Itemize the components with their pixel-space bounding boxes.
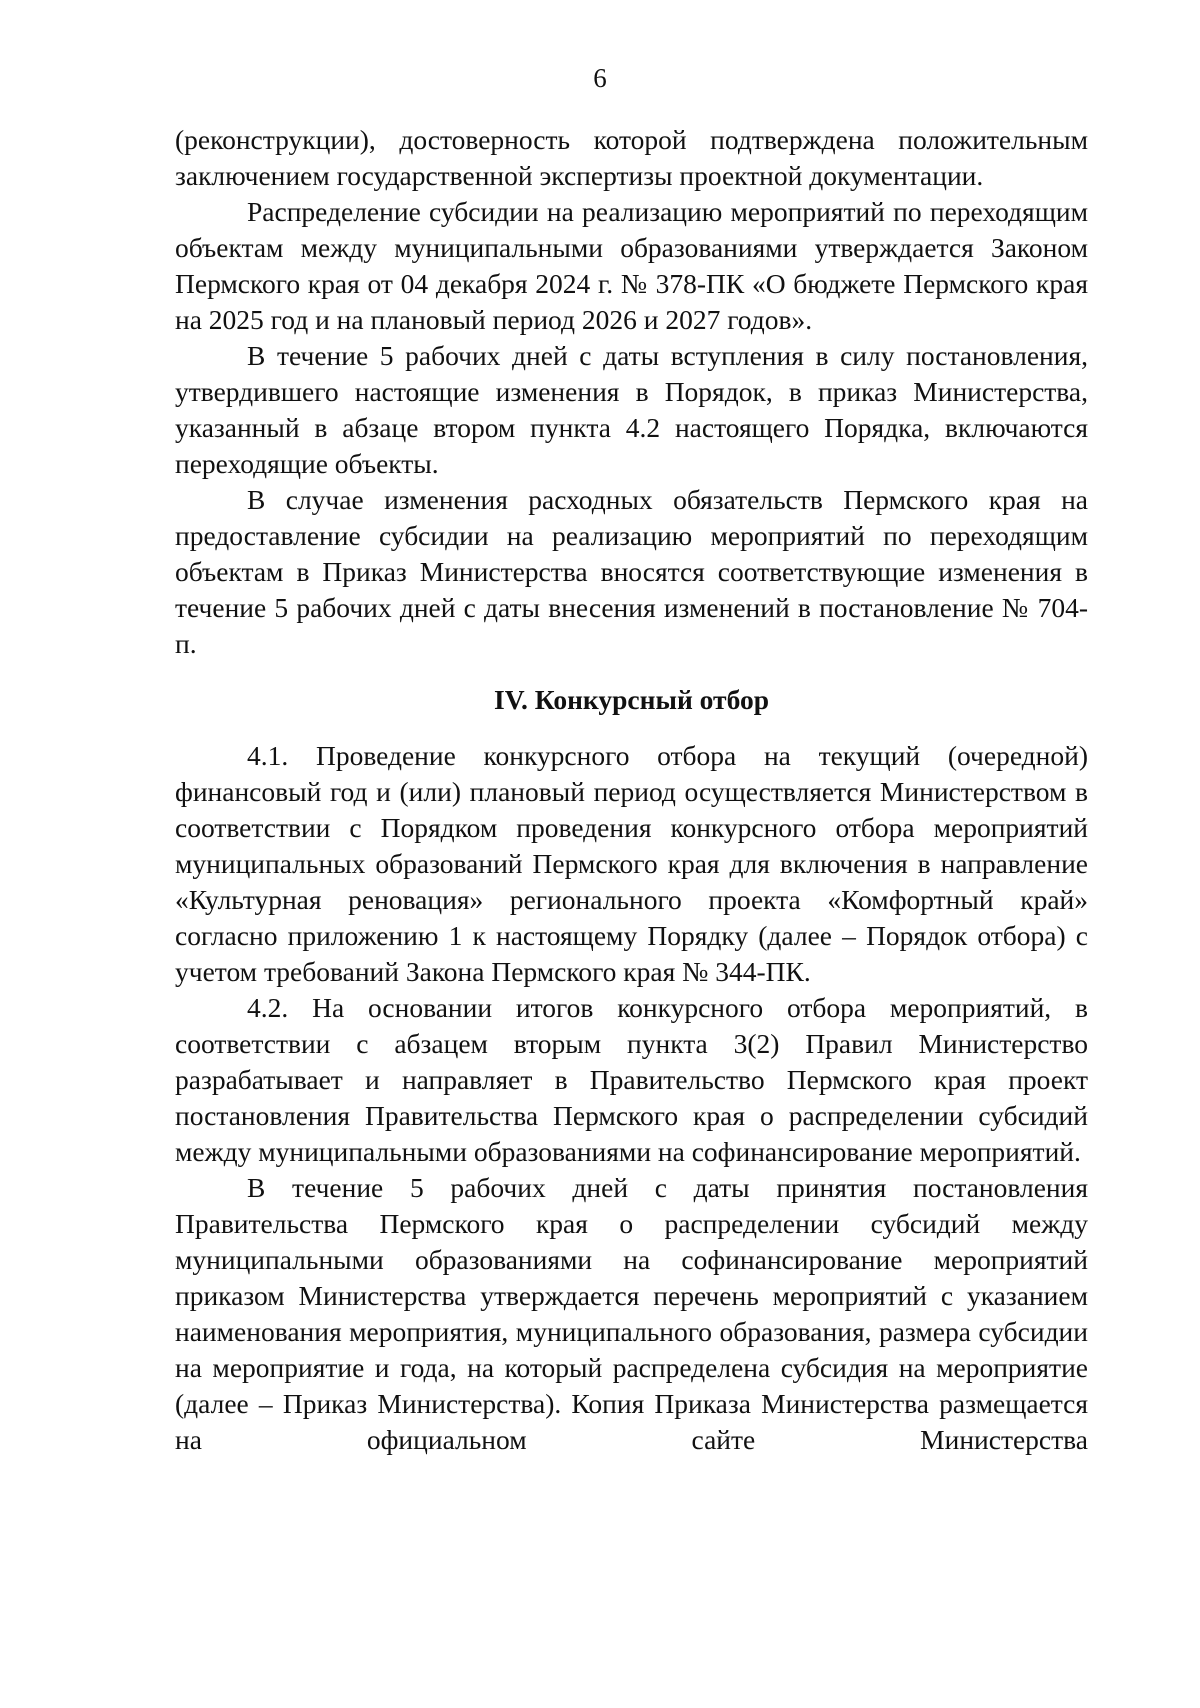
page-number: 6	[593, 63, 607, 93]
paragraph-4-1: 4.1. Проведение конкурсного отбора на текущий (очередной) финансовый год и (или) плановый период осуществляется Министерством в соответствии с Порядком проведения конкурсного отбора мероприятий муниципальных образований Пермского края для включения в направление «Культурная реновация» регионального проекта «Комфортный край» согласно приложению 1 к настоящему Порядку (далее – Порядок отбора) с учетом требований Закона Пермского края № 344-ПК.	[175, 740, 1088, 987]
section-heading: IV. Конкурсный отбор	[494, 684, 769, 715]
paragraph-five-days: В течение 5 рабочих дней с даты вступления в силу постановления, утвердившего настоящие изменения в Порядок, в приказ Министерства, указанный в абзаце втором пункта 4.2 настоящего Порядка, включаются переходящие объекты.	[175, 340, 1088, 479]
paragraph-obligations-change: В случае изменения расходных обязательств Пермского края на предоставление субсидии на реализацию мероприятий по переходящим объектам в Приказ Министерства вносятся соответствующие изменения в течение 5 рабочих дней с даты внесения изменений в постановление № 704-п.	[175, 484, 1088, 659]
document-body	[175, 122, 1088, 1458]
paragraph-continuation: (реконструкции), достоверность которой подтверждена положительным заключением государственной экспертизы проектной документации.	[175, 124, 1088, 191]
paragraph-distribution: Распределение субсидии на реализацию мероприятий по переходящим объектам между муниципальными образованиями утверждается Законом Пермского края от 04 декабря 2024 г. № 378-ПК «О бюджете Пермского края на 2025 год и на плановый период 2026 и 2027 годов».	[175, 196, 1088, 335]
paragraph-4-2: 4.2. На основании итогов конкурсного отбора мероприятий, в соответствии с абзацем вторым пункта 3(2) Правил Министерство разрабатывает и направляет в Правительство Пермского края проект постановления Правительства Пермского края о распределении субсидий между муниципальными образованиями на софинансирование мероприятий.	[175, 992, 1088, 1167]
paragraph-order-list: В течение 5 рабочих дней с даты принятия постановления Правительства Пермского края о распределении субсидий между муниципальными образованиями на софинансирование мероприятий приказом Министерства утверждается перечень мероприятий с указанием наименования мероприятия, муниципального образования, размера субсидии на мероприятие и года, на который распределена субсидия на мероприятие (далее – Приказ Министерства). Копия Приказа Министерства размещается на официальном сайте Министерства	[175, 1172, 1088, 1455]
